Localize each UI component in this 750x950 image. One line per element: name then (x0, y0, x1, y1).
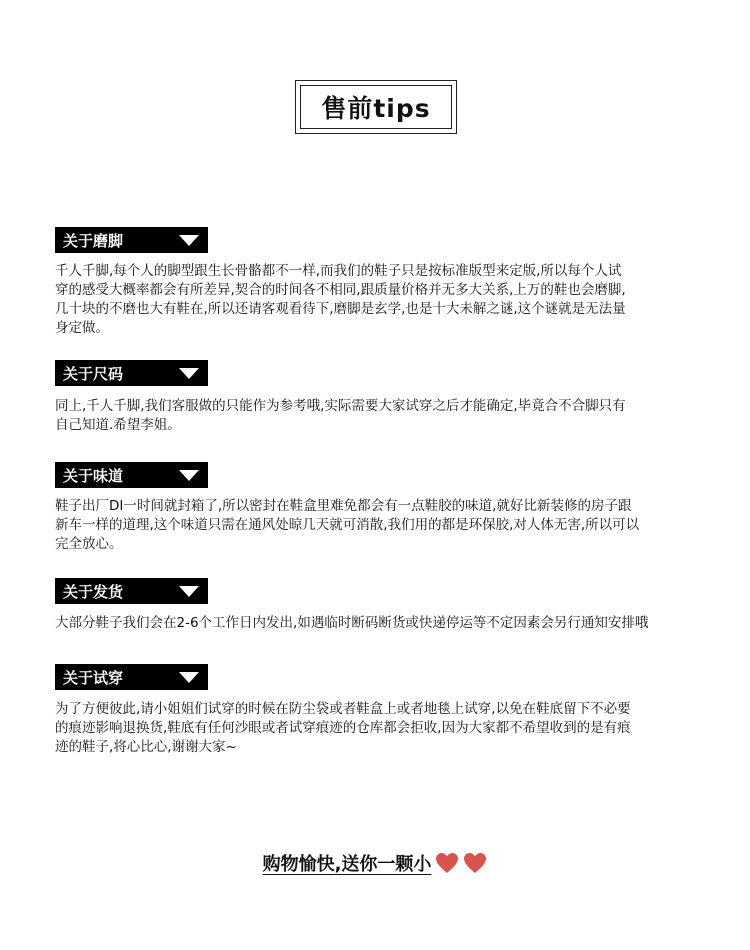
triangle-down-icon (179, 235, 199, 246)
body-line: 为了方便彼此,请小姐姐们试穿的时候在防尘袋或者鞋盒上或者地毯上试穿,以免在鞋底留下不必要 (55, 701, 631, 717)
body-line: 几十块的不磨也大有鞋在,所以还请客观看待下,磨脚是玄学,也是十大未解之谜,这个谜就是无法量 (55, 301, 626, 317)
body-line: 完全放心。 (55, 536, 123, 552)
section-body-tryon (55, 700, 735, 757)
triangle-down-icon (179, 368, 199, 379)
body-line: 鞋子出厂DI一时间就封箱了,所以密封在鞋盒里难免都会有一点鞋胶的味道,就好比新装修的房子跟 (55, 498, 632, 514)
triangle-down-icon (179, 586, 199, 597)
triangle-down-icon (179, 672, 199, 683)
triangle-down-icon (179, 470, 199, 481)
section-header-label: 关于磨脚 (63, 231, 124, 250)
footer (0, 850, 750, 876)
section-body-rubbing (55, 262, 735, 338)
body-line: 自己知道.希望李姐。 (55, 417, 181, 433)
body-line: 穿的感受大概率都会有所差异,契合的时间各不相同,跟质量价格并无多大关系,上万的鞋也会磨脚, (55, 282, 626, 298)
section-header-label: 关于试穿 (63, 668, 124, 687)
body-line: 身定做。 (55, 320, 109, 336)
footer-text: 购物愉快,送你一颗小 (262, 854, 432, 875)
body-line: 迹的鞋子,将心比心,谢谢大家~ (55, 739, 237, 755)
body-line: 大部分鞋子我们会在2-6个工作日内发出,如遇临时断码断货或快递停运等不定因素会另行通知安排哦 (55, 615, 649, 631)
body-line: 同上,千人千脚,我们客服做的只能作为参考哦,实际需要大家试穿之后才能确定,毕竟合不合脚只有 (55, 398, 626, 414)
body-line: 的痕迹影响退换货,鞋底有任何沙眼或者试穿痕迹的仓库都会拒收,因为大家都不希望收到的是有痕 (55, 720, 631, 736)
section-header-size (55, 360, 208, 386)
heart-icon (435, 852, 459, 874)
body-line: 千人千脚,每个人的脚型跟生长骨骼都不一样,而我们的鞋子只是按标准版型来定版,所以每个人试 (55, 263, 622, 279)
title-frame-inner (300, 85, 452, 129)
section-header-tryon (55, 664, 208, 690)
section-body-size (55, 397, 735, 435)
body-line: 新车一样的道理,这个味道只需在通风处晾几天就可消散,我们用的都是环保胶,对人体无害,所以可以 (55, 517, 640, 533)
section-header-rubbing (55, 227, 208, 253)
section-body-smell (55, 497, 735, 554)
section-header-shipping (55, 578, 208, 604)
title-frame (295, 80, 457, 134)
section-header-label: 关于味道 (63, 466, 124, 485)
page-title: 售前tips (321, 94, 431, 123)
section-header-smell (55, 462, 208, 488)
section-body-shipping (55, 614, 735, 633)
section-header-label: 关于发货 (63, 582, 124, 601)
section-header-label: 关于尺码 (63, 364, 124, 383)
heart-icon (463, 852, 487, 874)
